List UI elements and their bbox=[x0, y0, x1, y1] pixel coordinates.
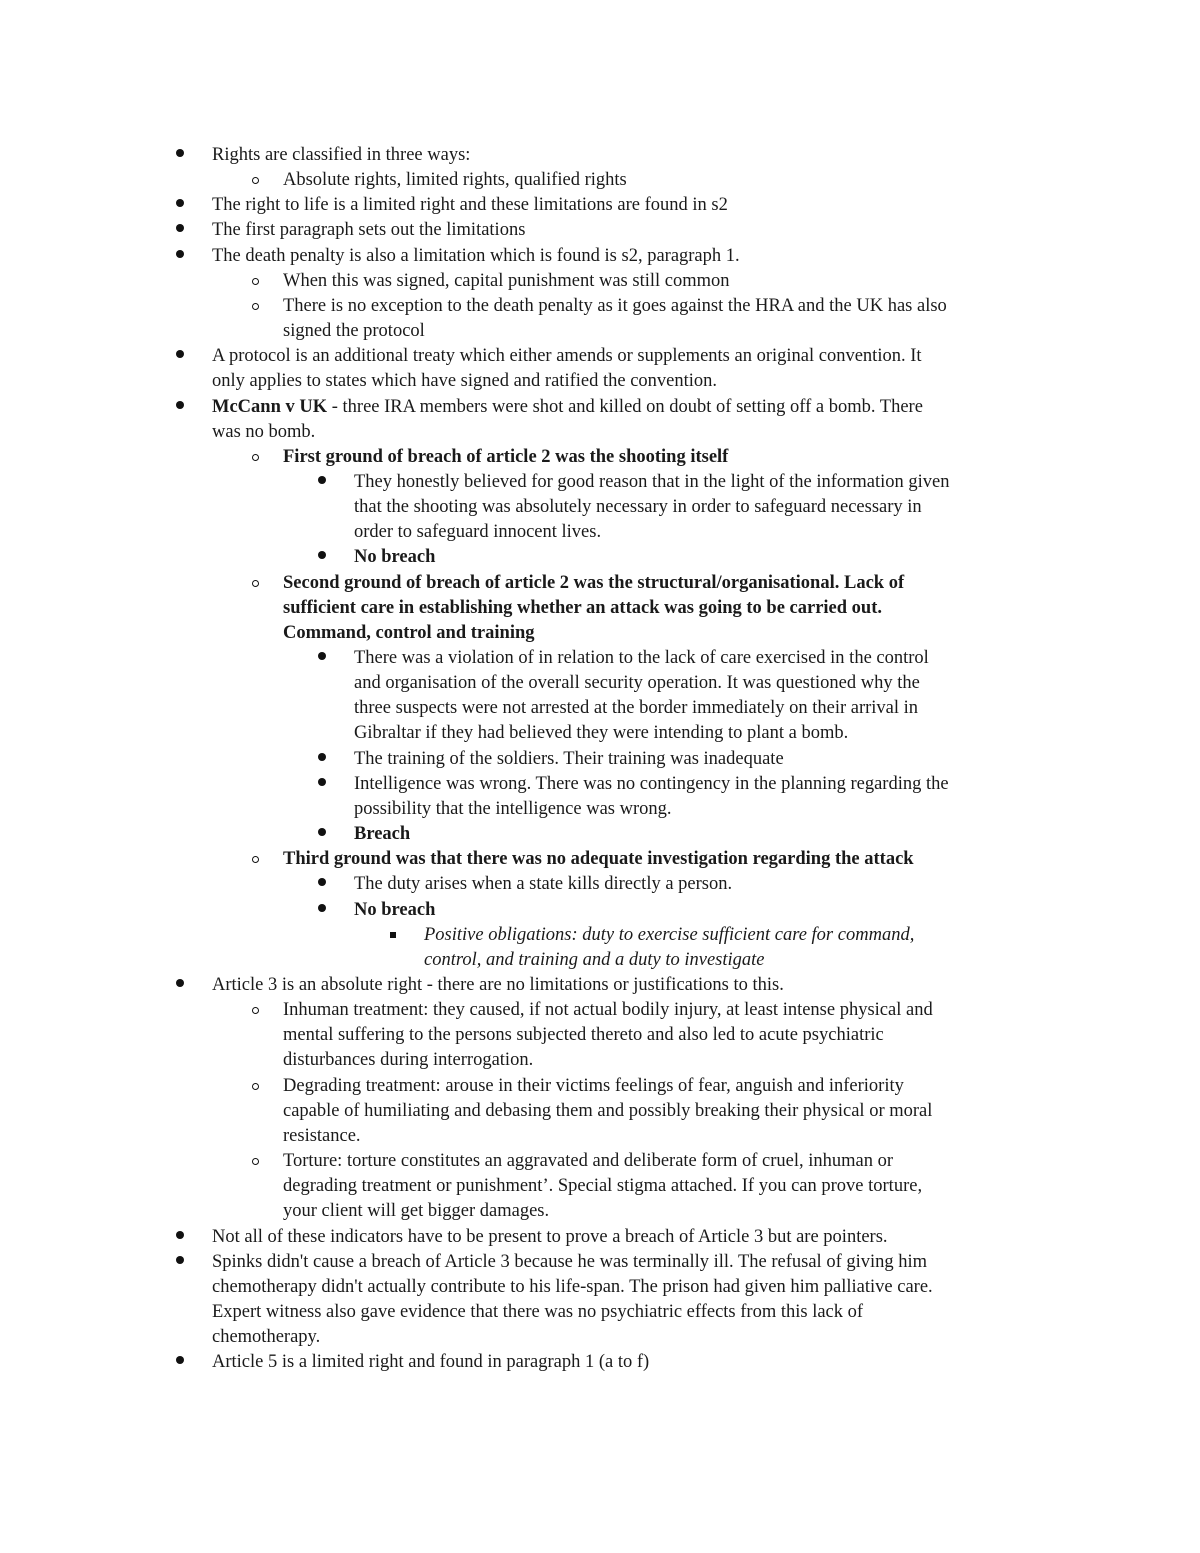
note-line bbox=[0, 244, 1200, 269]
text-run: The training of the soldiers. Their training was inadequate bbox=[354, 748, 784, 769]
note-line bbox=[0, 218, 1200, 243]
note-line bbox=[0, 1124, 1200, 1149]
bullet-circle-icon bbox=[252, 303, 259, 310]
bullet-dot-icon bbox=[176, 1356, 184, 1364]
line-text bbox=[212, 369, 717, 394]
line-text bbox=[212, 1275, 933, 1300]
line-text bbox=[424, 948, 765, 973]
bullet-circle-icon bbox=[252, 177, 259, 184]
line-text bbox=[212, 218, 525, 243]
text-run: The death penalty is also a limitation which is found is s2, paragraph 1. bbox=[212, 245, 740, 266]
line-text bbox=[283, 294, 947, 319]
line-text bbox=[283, 1149, 893, 1174]
text-run: only applies to states which have signed and ratified the convention. bbox=[212, 371, 718, 392]
note-line bbox=[0, 395, 1200, 420]
line-text bbox=[212, 1325, 320, 1350]
line-text bbox=[354, 545, 435, 570]
text-run: Rights are classified in three ways: bbox=[212, 145, 471, 165]
italic-text: control, and training and a duty to investigate bbox=[424, 949, 765, 970]
bullet-dot-icon bbox=[318, 904, 326, 912]
note-line bbox=[0, 520, 1200, 545]
text-run: There was a violation of in relation to the lack of care exercised in the control bbox=[354, 648, 929, 668]
text-run: that the shooting was absolutely necessary in order to safeguard necessary in bbox=[354, 497, 922, 518]
line-text bbox=[354, 696, 918, 721]
line-text bbox=[283, 168, 627, 193]
note-line bbox=[0, 1174, 1200, 1199]
text-run: capable of humiliating and debasing them and possibly breaking their physical or moral bbox=[283, 1100, 933, 1121]
text-run: signed the protocol bbox=[283, 321, 425, 341]
note-line bbox=[0, 1023, 1200, 1048]
bullet-dot-icon bbox=[176, 350, 184, 358]
bullet-circle-icon bbox=[252, 1007, 259, 1014]
bold-text: McCann v UK bbox=[212, 396, 328, 417]
text-run: disturbances during interrogation. bbox=[283, 1050, 534, 1071]
note-line bbox=[0, 847, 1200, 872]
line-text bbox=[212, 1225, 888, 1250]
text-run: and organisation of the overall security operation. It was questioned why the bbox=[354, 673, 920, 694]
line-text bbox=[354, 772, 949, 797]
text-run: degrading treatment or punishment’. Special stigma attached. If you can prove torture, bbox=[283, 1176, 923, 1197]
bullet-dot-icon bbox=[318, 551, 326, 559]
text-run: order to safeguard innocent lives. bbox=[354, 522, 602, 543]
note-line bbox=[0, 545, 1200, 570]
text-run: There is no exception to the death penalty as it goes against the HRA and the UK has also bbox=[283, 295, 947, 316]
text-run: Intelligence was wrong. There was no contingency in the planning regarding the bbox=[354, 773, 949, 794]
line-text bbox=[354, 872, 732, 897]
line-text bbox=[283, 621, 535, 646]
note-line bbox=[0, 1325, 1200, 1350]
note-line bbox=[0, 344, 1200, 369]
text-run: They honestly believed for good reason that in the light of the information given bbox=[354, 471, 950, 492]
bullet-dot-icon bbox=[176, 224, 184, 232]
line-text bbox=[283, 1023, 884, 1048]
line-text bbox=[283, 1074, 904, 1099]
note-line bbox=[0, 998, 1200, 1023]
note-line bbox=[0, 596, 1200, 621]
note-line bbox=[0, 420, 1200, 445]
bullet-dot-icon bbox=[318, 878, 326, 886]
line-text bbox=[283, 445, 728, 470]
note-line bbox=[0, 772, 1200, 797]
line-text bbox=[354, 646, 929, 671]
text-run: was no bomb. bbox=[212, 421, 316, 442]
bold-text: Command, control and training bbox=[283, 622, 535, 643]
bullet-dot-icon bbox=[176, 250, 184, 258]
line-text bbox=[212, 1300, 863, 1325]
text-run: - three IRA members were shot and killed on doubt of setting off a bomb. There bbox=[327, 396, 923, 417]
note-line bbox=[0, 621, 1200, 646]
bold-text: No breach bbox=[354, 547, 436, 568]
note-line bbox=[0, 143, 1200, 168]
note-line bbox=[0, 721, 1200, 746]
line-text bbox=[283, 998, 933, 1023]
note-line bbox=[0, 369, 1200, 394]
line-text bbox=[354, 822, 410, 847]
note-line bbox=[0, 1099, 1200, 1124]
note-line bbox=[0, 1199, 1200, 1224]
note-line bbox=[0, 1225, 1200, 1250]
note-line bbox=[0, 495, 1200, 520]
text-run: Not all of these indicators have to be present to prove a breach of Article 3 but are pointers. bbox=[212, 1226, 888, 1247]
text-run: Degrading treatment: arouse in their victims feelings of fear, anguish and inferiority bbox=[283, 1075, 904, 1096]
note-line bbox=[0, 923, 1200, 948]
text-run: A protocol is an additional treaty which either amends or supplements an original convention. It bbox=[212, 346, 922, 367]
text-run: Article 3 is an absolute right - there are no limitations or justifications to this. bbox=[212, 974, 784, 995]
bullet-dot-icon bbox=[318, 753, 326, 761]
line-text bbox=[212, 420, 315, 445]
bullet-dot-icon bbox=[318, 476, 326, 484]
line-text bbox=[212, 973, 784, 998]
text-run: Article 5 is a limited right and found in paragraph 1 (a to f) bbox=[212, 1352, 650, 1373]
line-text bbox=[283, 319, 425, 344]
italic-text: Positive obligations: duty to exercise sufficient care for command, bbox=[424, 924, 915, 945]
bullet-dot-icon bbox=[176, 1256, 184, 1264]
line-text bbox=[283, 269, 730, 294]
note-line bbox=[0, 294, 1200, 319]
text-run: Expert witness also gave evidence that there was no psychiatric effects from this lack of bbox=[212, 1301, 864, 1322]
note-line bbox=[0, 747, 1200, 772]
note-line bbox=[0, 193, 1200, 218]
line-text bbox=[212, 193, 728, 218]
bullet-circle-icon bbox=[252, 278, 259, 285]
line-text bbox=[354, 520, 601, 545]
note-line bbox=[0, 898, 1200, 923]
note-line bbox=[0, 269, 1200, 294]
note-line bbox=[0, 1048, 1200, 1073]
line-text bbox=[283, 1174, 922, 1199]
line-text bbox=[212, 244, 740, 269]
bullet-circle-icon bbox=[252, 856, 259, 863]
line-text bbox=[354, 797, 672, 822]
bullet-dot-icon bbox=[176, 1231, 184, 1239]
line-text bbox=[283, 1124, 361, 1149]
text-run: The first paragraph sets out the limitations bbox=[212, 220, 526, 241]
text-run: resistance. bbox=[283, 1125, 361, 1146]
line-text bbox=[283, 596, 882, 621]
bullet-dot-icon bbox=[318, 778, 326, 786]
text-run: Spinks didn't cause a breach of Article 3 because he was terminally ill. The refusal of giving him bbox=[212, 1251, 928, 1272]
note-line bbox=[0, 1300, 1200, 1325]
bold-text: Third ground was that there was no adequate investigation regarding the attack bbox=[283, 849, 914, 870]
line-text bbox=[283, 571, 904, 596]
line-text bbox=[354, 898, 435, 923]
note-line bbox=[0, 1250, 1200, 1275]
note-line bbox=[0, 797, 1200, 822]
note-line bbox=[0, 948, 1200, 973]
bullet-dot-icon bbox=[318, 652, 326, 660]
bullet-square-icon bbox=[390, 932, 396, 938]
line-text bbox=[283, 847, 914, 872]
bullet-circle-icon bbox=[252, 1083, 259, 1090]
line-text bbox=[212, 1250, 927, 1275]
line-text bbox=[283, 1199, 549, 1224]
bullet-dot-icon bbox=[176, 149, 184, 157]
note-line bbox=[0, 470, 1200, 495]
note-line bbox=[0, 872, 1200, 897]
note-line bbox=[0, 571, 1200, 596]
line-text bbox=[212, 1350, 649, 1375]
line-text bbox=[212, 143, 470, 168]
note-line bbox=[0, 319, 1200, 344]
line-text bbox=[424, 923, 914, 948]
bold-text: First ground of breach of article 2 was the shooting itself bbox=[283, 446, 729, 467]
bold-text: Second ground of breach of article 2 was the structural/organisational. Lack of bbox=[283, 572, 905, 593]
text-run: Torture: torture constitutes an aggravated and deliberate form of cruel, inhuman or bbox=[283, 1151, 894, 1171]
text-run: chemotherapy. bbox=[212, 1327, 321, 1347]
note-line bbox=[0, 1275, 1200, 1300]
note-line bbox=[0, 671, 1200, 696]
text-run: The duty arises when a state kills directly a person. bbox=[354, 874, 733, 895]
bullet-dot-icon bbox=[318, 828, 326, 836]
note-line bbox=[0, 168, 1200, 193]
line-text bbox=[212, 395, 923, 420]
text-run: Absolute rights, limited rights, qualified rights bbox=[283, 170, 627, 191]
text-run: Inhuman treatment: they caused, if not actual bodily injury, at least intense physical and bbox=[283, 1000, 933, 1021]
line-text bbox=[354, 470, 949, 495]
line-text bbox=[354, 747, 784, 772]
text-run: chemotherapy didn't actually contribute to his life-span. The prison had given him palliative care. bbox=[212, 1276, 933, 1297]
bold-text: No breach bbox=[354, 899, 436, 920]
line-text bbox=[354, 671, 920, 696]
line-text bbox=[283, 1048, 533, 1073]
text-run: Gibraltar if they had believed they were intending to plant a bomb. bbox=[354, 723, 849, 744]
note-line bbox=[0, 696, 1200, 721]
text-run: The right to life is a limited right and these limitations are found in s2 bbox=[212, 195, 728, 216]
line-text bbox=[354, 495, 922, 520]
bullet-circle-icon bbox=[252, 454, 259, 461]
bold-text: Breach bbox=[354, 824, 411, 844]
note-line bbox=[0, 822, 1200, 847]
bullet-dot-icon bbox=[176, 199, 184, 207]
bullet-dot-icon bbox=[176, 401, 184, 409]
text-run: your client will get bigger damages. bbox=[283, 1201, 550, 1222]
note-line bbox=[0, 646, 1200, 671]
note-line bbox=[0, 445, 1200, 470]
text-run: possibility that the intelligence was wrong. bbox=[354, 798, 672, 819]
text-run: three suspects were not arrested at the border immediately on their arrival in bbox=[354, 698, 919, 719]
line-text bbox=[212, 344, 922, 369]
note-line bbox=[0, 1074, 1200, 1099]
bold-text: sufficient care in establishing whether an attack was going to be carried out. bbox=[283, 597, 883, 618]
bullet-circle-icon bbox=[252, 1158, 259, 1165]
line-text bbox=[283, 1099, 932, 1124]
note-line bbox=[0, 1350, 1200, 1375]
note-line bbox=[0, 973, 1200, 998]
note-line bbox=[0, 1149, 1200, 1174]
bullet-circle-icon bbox=[252, 580, 259, 587]
line-text bbox=[354, 721, 848, 746]
bullet-dot-icon bbox=[176, 979, 184, 987]
text-run: mental suffering to the persons subjected thereto and also led to acute psychiatric bbox=[283, 1025, 884, 1046]
text-run: When this was signed, capital punishment was still common bbox=[283, 270, 730, 291]
